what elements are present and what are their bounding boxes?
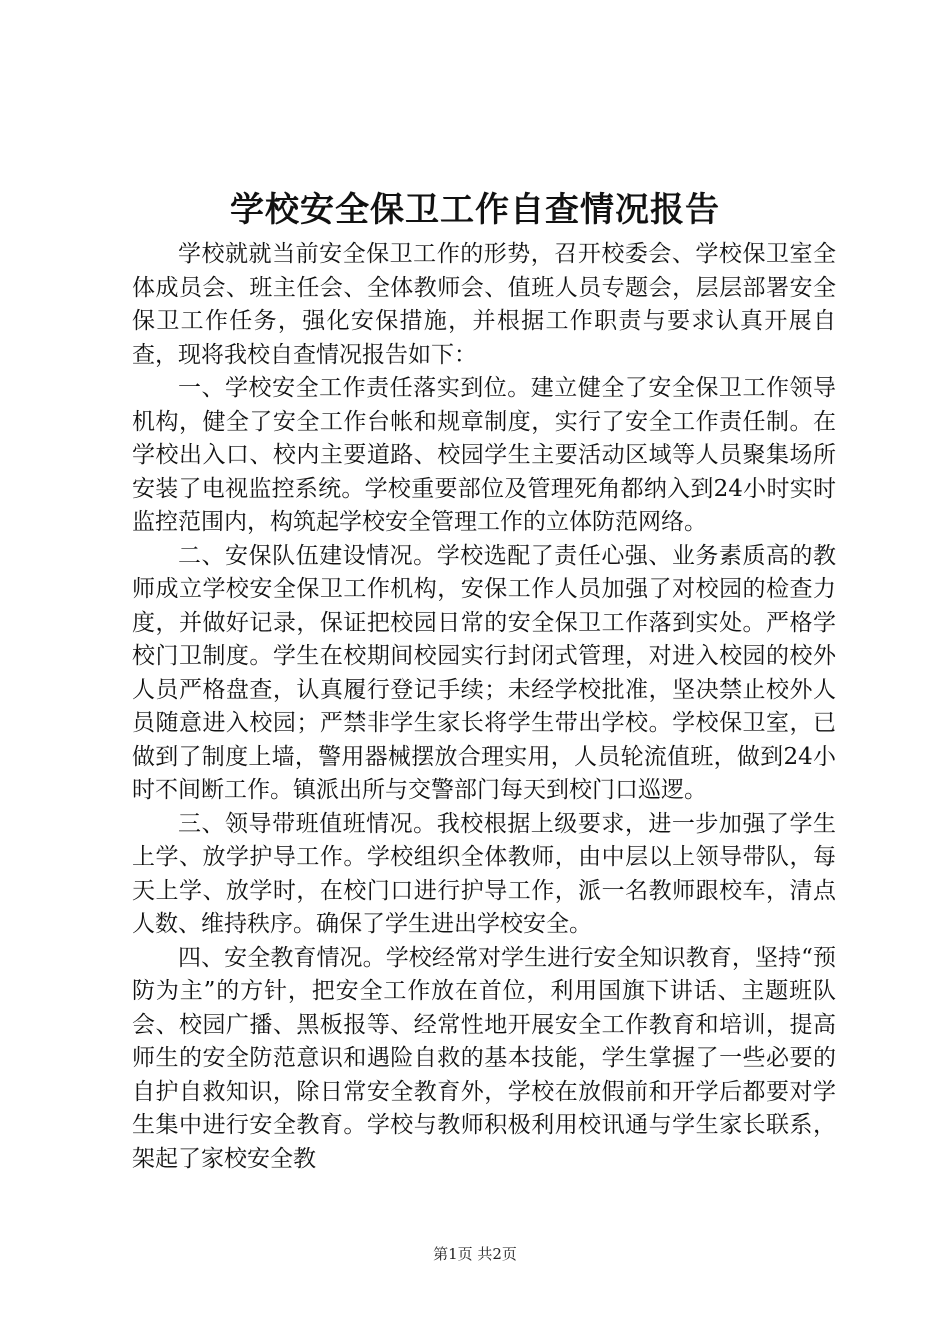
paragraph-section-3: 三、领导带班值班情况。我校根据上级要求，进一步加强了学生上学、放学护导工作。学校组织全体教师，由中层以上领导带队，每天上学、放学时，在校门口进行护导工作，派一名教师跟校车，清点人数、维持秩序。确保了学生进出学校安全。 <box>132 810 836 937</box>
page-footer: 第1页 共2页 <box>433 1245 517 1263</box>
document-title: 学校安全保卫工作自查情况报告 <box>230 190 720 230</box>
paragraph-section-4: 四、安全教育情况。学校经常对学生进行安全知识教育，坚持“预防为主”的方针，把安全工作放在首位，利用国旗下讲话、主题班队会、校园广播、黑板报等、经常性地开展安全工作教育和培训，提高师生的安全防范意识和遇险自救的基本技能，学生掌握了一些必要的自护自救知识，除日常安全教育外，学校在放假前和开学后都要对学生集中进行安全教育。学校与教师积极利用校讯通与学生家长联系，架起了家校安全教 <box>132 944 836 1172</box>
paragraph-section-1: 一、学校安全工作责任落实到位。建立健全了安全保卫工作领导机构，健全了安全工作台帐和规章制度，实行了安全工作责任制。在学校出入口、校内主要道路、校园学生主要活动区域等人员聚集场所安装了电视监控系统。学校重要部位及管理死角都纳入到24小时实时监控范围内，构筑起学校安全管理工作的立体防范网络。 <box>132 375 836 535</box>
paragraph-section-2: 二、安保队伍建设情况。学校选配了责任心强、业务素质高的教师成立学校安全保卫工作机构，安保工作人员加强了对校园的检查力度，并做好记录，保证把校园日常的安全保卫工作落到实处。严格学校门卫制度。学生在校期间校园实行封闭式管理，对进入校园的校外人员严格盘查，认真履行登记手续；未经学校批准，坚决禁止校外人员随意进入校园；严禁非学生家长将学生带出学校。学校保卫室，已做到了制度上墙，警用器械摆放合理实用，人员轮流值班，做到24小时不间断工作。镇派出所与交警部门每天到校门口巡逻。 <box>132 542 836 803</box>
paragraph-intro: 学校就就当前安全保卫工作的形势，召开校委会、学校保卫室全体成员会、班主任会、全体教师会、值班人员专题会，层层部署安全保卫工作任务，强化安保措施，并根据工作职责与要求认真开展自查，现将我校自查情况报告如下： <box>132 241 836 368</box>
document-body <box>132 238 836 1176</box>
